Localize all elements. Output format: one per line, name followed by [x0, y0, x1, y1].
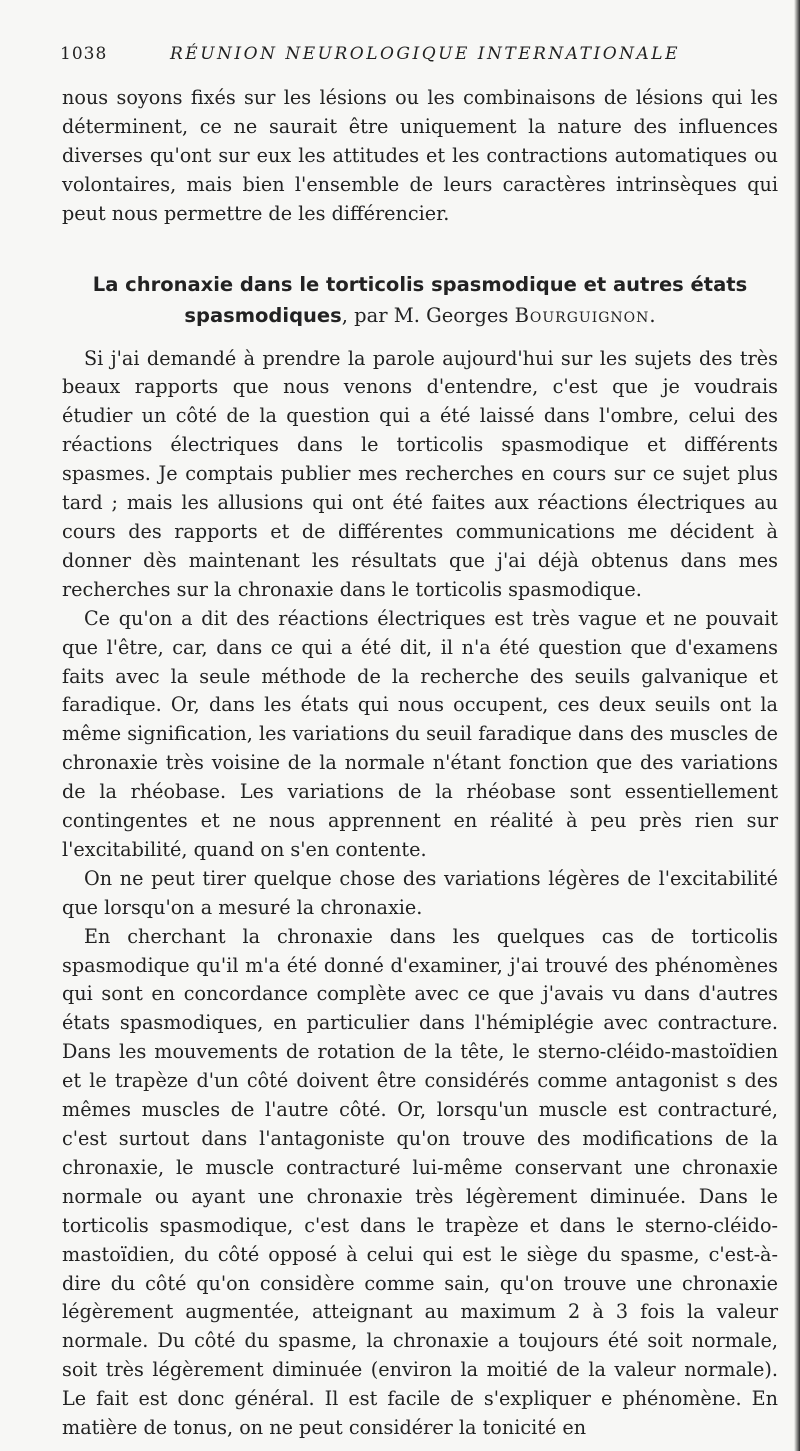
article-author: Bourguignon [514, 303, 650, 327]
page-header [60, 44, 760, 70]
body-paragraph: En cherchant la chronaxie dans les quelques cas de torticolis spasmodique qu'il m'a été donné d'examiner, j'ai trouvé des phénomènes qui sont en concordance complète avec ce que j'avais vu dans d'autres états spasmodiques, en particulier dans l'hémiplégie avec contracture. Dans les mouvements de rotation de la tête, le sterno-cléido-mastoïdien et le trapèze d'un côté doivent être considérés comme antagonist s des mêmes muscles de l'autre côté. Or, lorsqu'un muscle est contracturé, c'est surtout dans l'antagoniste qu'on trouve des modifications de la chronaxie, le muscle contracturé lui-même conservant une chronaxie normale ou ayant une chronaxie très légèrement diminuée. Dans le torticolis spasmodique, c'est dans le trapèze et dans le sterno-cléido-mastoïdien, du côté opposé à celui qui est le siège du spasme, c'est-à-dire du côté qu'on considère comme sain, qu'on trouve une chronaxie légèrement augmentée, atteignant au maximum 2 à 3 fois la valeur normale. Du côté du spasme, la chronaxie a toujours été soit normale, soit très légèrement diminuée (environ la moitié de la valeur normale). Le fait est donc général. Il est facile de s'expliquer e phénomène. En matière de tonus, on ne peut considérer la tonicité en [62, 924, 778, 1440]
article-byline: , par M. Georges [341, 303, 515, 327]
page-number: 1038 [60, 44, 108, 64]
running-title: RÉUNION NEUROLOGIQUE INTERNATIONALE [170, 44, 680, 64]
body-paragraph: Si j'ai demandé à prendre la parole aujourd'hui sur les sujets des très beaux rapports que nous venons d'entendre, c'est que je voudrais étudier un côté de la question qui a été laissé dans l'ombre, celui des réactions électriques dans le torticolis spasmodique et différents spasmes. Je comptais publier mes recherches en cours sur ce sujet plus tard ; mais les allusions qui ont été faites aux réactions électriques au cours des rapports et de différentes communications me décident à donner dès maintenant les résultats que j'ai déjà obtenus dans mes recherches sur la chronaxie dans le torticolis spasmodique. [62, 346, 778, 601]
article-title [62, 269, 778, 331]
page-body [62, 84, 778, 1443]
body-paragraph: Ce qu'on a dit des réactions électriques est très vague et ne pouvait que l'être, car, dans ce qui a été dit, il n'a été question que d'examens faits avec la seule méthode de la recherche des seuils galvanique et faradique. Or, dans les états qui nous occupent, ces deux seuils ont la même signification, les variations du seuil faradique dans des muscles de chronaxie très voisine de la normale n'étant fonction que des variations de la rhéobase. Les variations de la rhéobase sont essentiellement contingentes et ne nous apprennent en réalité à peu près rien sur l'excitabilité, quand on s'en contente. [62, 606, 778, 861]
article-title-bold: La chronaxie dans le torticolis spasmodique et autres états spasmodiques [92, 272, 748, 327]
intro-paragraph: nous soyons fixés sur les lésions ou les combinaisons de lésions qui les déterminent, ce ne saurait être uniquement la nature des influences diverses qu'ont sur eux les attitudes et les contractions automatiques ou volontaires, mais bien l'ensemble de leurs caractères intrinsèques qui peut nous permettre de les différencier. [62, 86, 778, 225]
article-title-end: . [649, 303, 656, 327]
body-paragraph: On ne peut tirer quelque chose des variations légères de l'excitabilité que lorsqu'on a mesuré la chronaxie. [62, 866, 778, 919]
page-edge-shadow [794, 0, 800, 1451]
